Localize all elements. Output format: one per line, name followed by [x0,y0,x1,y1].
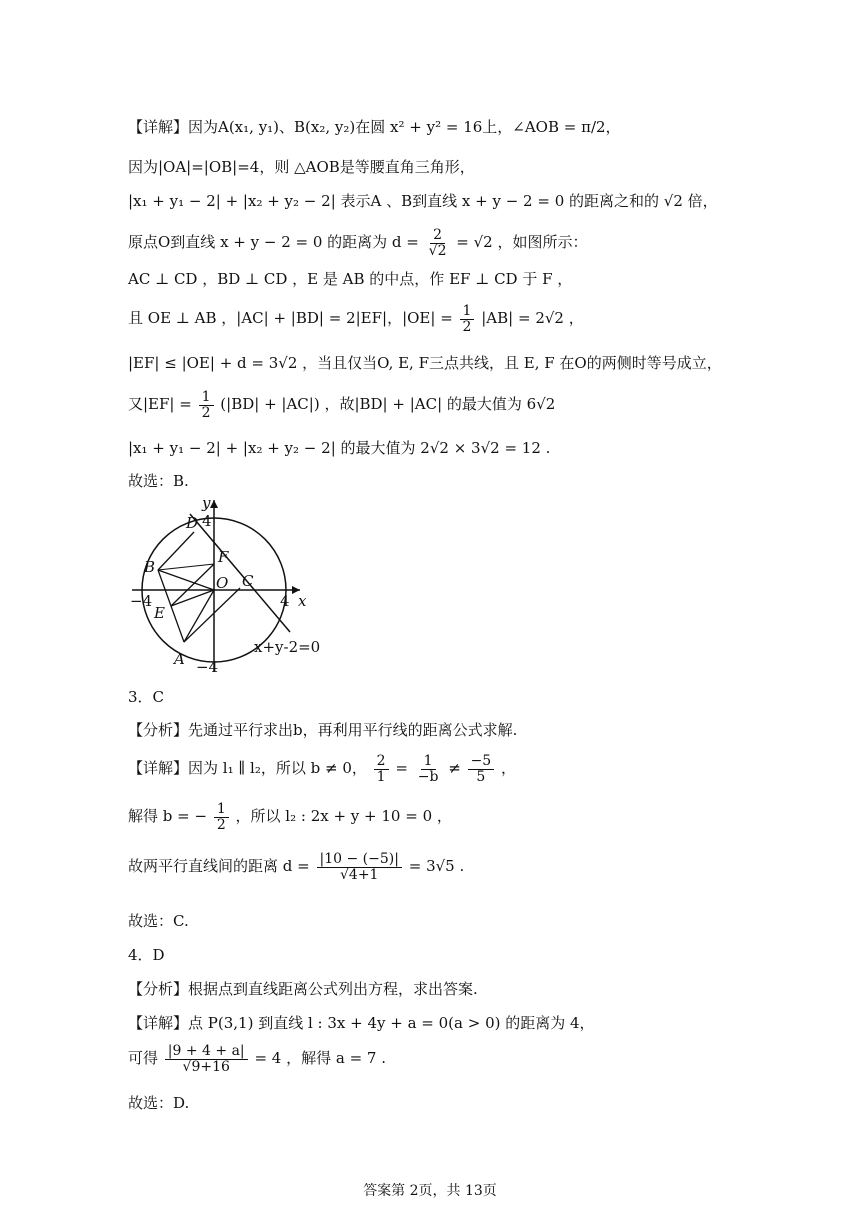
segment-EF [171,564,214,606]
q4-choice: 故选：D. [128,1094,190,1112]
solution2-choice: 故选：B. [128,472,189,490]
text: 故两平行直线间的距离 d = [128,857,310,876]
q3-detail [128,754,516,784]
label-C: C [242,572,254,590]
text: 可得 [128,1049,159,1068]
page-footer: 答案第 2页，共 13页 [363,1183,497,1199]
q3-answer: 3．C [128,688,165,706]
text: 解得 b = − [128,807,208,826]
label-top-4: 4 [202,512,212,530]
q4-equation [128,1044,386,1074]
text: ，所以 l₂ : 2x + y + 10 = 0 ， [235,807,452,826]
label-B: B [144,558,156,576]
label-bottom-4: −4 [196,658,219,676]
fraction: $\frac{-5}{5}$ [468,754,495,784]
text: 且 OE ⊥ AB ，|AC| + |BD| = 2|EF|，|OE| = [128,309,453,328]
solution2-line9: |x₁ + y₁ − 2| + |x₂ + y₂ − 2| 的最大值为 2√2 × 3√2 = 12 . [128,439,551,457]
text: ≠ [448,759,461,778]
label-y: y [202,494,211,512]
label-x: x [298,592,307,610]
label-O: O [216,574,229,592]
label-E: E [154,604,165,622]
label-line-equation: x+y-2=0 [254,638,321,656]
solution2-line7: |EF| ≤ |OE| + d = 3√2 ，当且仅当O, E, F三点共线，且 E, F 在O的两侧时等号成立， [128,354,722,372]
fraction: $\frac{1}{-b}$ [417,753,439,785]
segment-BD [158,532,194,570]
solution2-line1: 【详解】因为A(x₁, y₁)、B(x₂, y₂)在圆 x² + y² = 16上，∠AOB = π/2， [128,118,621,136]
text: ， [500,759,516,778]
segment-AC [184,588,240,642]
label-right-4: 4 [280,592,290,610]
circle-figure [128,492,328,682]
solution2-line3: |x₁ + y₁ − 2| + |x₂ + y₂ − 2| 表示A 、B到直线 x + y − 2 = 0 的距离之和的 √2 倍， [128,192,718,210]
q3-solve [128,802,452,832]
fraction: $\frac{1}{2}$ [199,390,214,420]
fraction: $\frac{1}{2}$ [460,304,475,334]
fraction: $\frac{2}{1}$ [374,754,389,784]
q3-choice: 故选：C. [128,912,189,930]
solution2-line6 [128,304,584,334]
text: 【详解】因为 l₁ ∥ l₂，所以 b ≠ 0， [128,759,367,778]
fraction: $\frac{2}{√2}$ [428,227,447,259]
text: (|BD| + |AC|) ，故|BD| + |AC| 的最大值为 6√2 [220,395,556,414]
solution2-line2: 因为|OA|=|OB|=4，则 △AOB是等腰直角三角形， [128,158,475,176]
text: = 4 ，解得 a = 7 . [254,1049,386,1068]
y-axis-arrow [210,500,218,508]
segment-OA [184,590,214,642]
q3-distance [128,852,464,882]
q4-answer: 4．D [128,946,165,964]
fraction: $\frac{|10 - (-5)|}{√4+1}$ [317,852,402,882]
label-left-4: −4 [130,592,153,610]
q4-detail: 【详解】点 P(3,1) 到直线 l : 3x + 4y + a = 0(a > 0) 的距离为 4， [128,1014,595,1032]
text: = 3√5 . [408,857,465,876]
segment-BF [158,564,214,570]
text: |AB| = 2√2 ， [481,309,584,328]
label-D: D [186,514,199,532]
text: 又|EF| = [128,395,192,414]
segment-OE [171,590,214,606]
text: = [395,759,408,778]
solution2-line4 [128,228,587,258]
q4-analysis: 【分析】根据点到直线距离公式列出方程，求出答案. [128,980,478,998]
fraction: $\frac{|9 + 4 + a|}{√9+16}$ [165,1044,248,1074]
label-A: A [174,650,185,668]
solution2-line5: AC ⊥ CD ，BD ⊥ CD ，E 是 AB 的中点，作 EF ⊥ CD 于 F ， [128,270,573,288]
fraction: $\frac{1}{2}$ [214,802,229,832]
label-F: F [218,548,229,566]
text: 原点O到直线 x + y − 2 = 0 的距离为 d = [128,233,419,252]
q3-analysis: 【分析】先通过平行求出b，再利用平行线的距离公式求解. [128,721,518,739]
text: = √2 ，如图所示： [456,233,588,252]
solution2-line8 [128,390,555,420]
